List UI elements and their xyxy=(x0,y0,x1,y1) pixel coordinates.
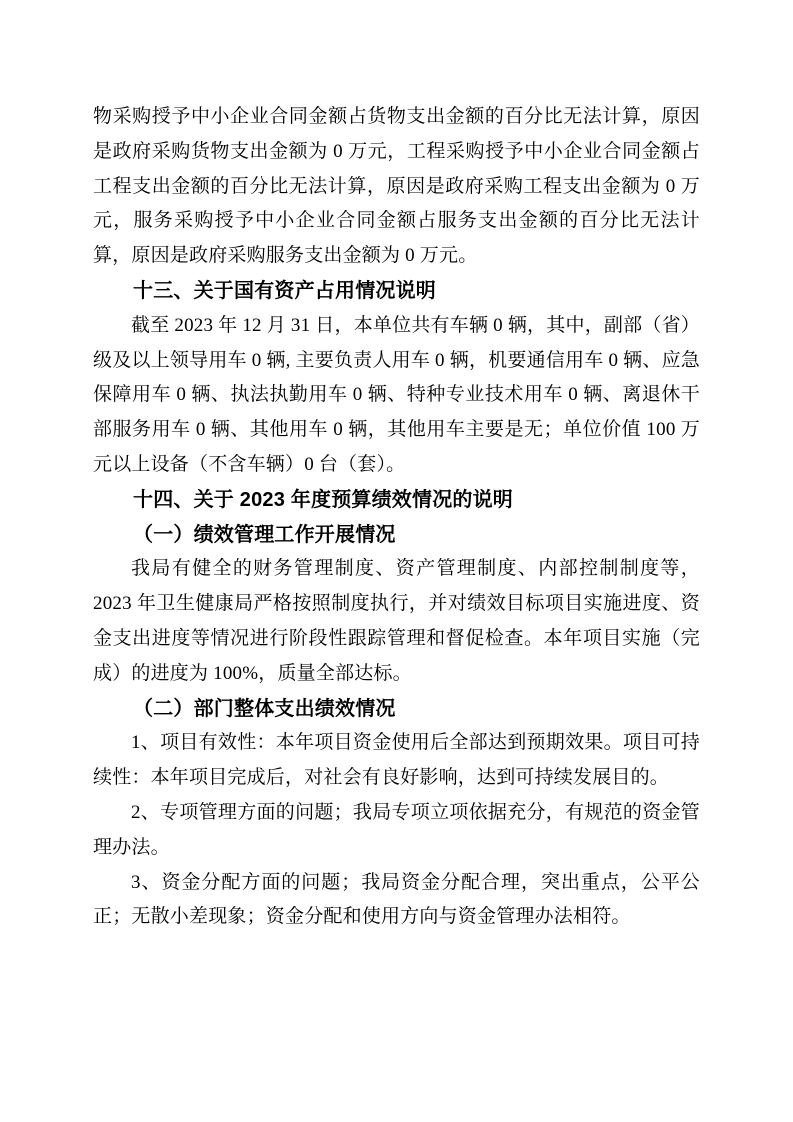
heading-section-13-state-assets: 十三、关于国有资产占用情况说明 xyxy=(133,279,436,302)
paragraph-item-2-special-fund-management: 2、专项管理方面的问题；我局专项立项依据充分，有规范的资金管理办法。 xyxy=(93,801,700,858)
paragraph-state-assets-detail: 截至 2023 年 12 月 31 日，本单位共有车辆 0 辆，其中，副部（省）级及以上领导用车 0 辆, 主要负责人用车 0 辆，机要通信用车 0 辆、应急保障用车 0 辆、执法执勤用车 0 辆、特种专业技术用车 0 辆、离退休干部服务用车 0 辆、其他用车 0 辆，其他用车主要是无；单位价值 100 万元以上设备（不含车辆）0 台（套）。 xyxy=(93,314,700,475)
subheading-14-2-overall-expenditure-performance: （二）部门整体支出绩效情况 xyxy=(133,697,396,720)
paragraph-item-1-project-effectiveness: 1、项目有效性：本年项目资金使用后全部达到预期效果。项目可持续性：本年项目完成后，对社会有良好影响，达到可持续发展目的。 xyxy=(93,732,700,789)
paragraph-procurement-continued: 物采购授予中小企业合同金额占货物支出金额的百分比无法计算，原因是政府采购货物支出金额为 0 万元，工程采购授予中小企业合同金额占工程支出金额的百分比无法计算，原因是政府采购工程支出金额为 0 万元，服务采购授予中小企业合同金额占服务支出金额的百分比无法计算，原因是政府采购服务支出金额为 0 万元。 xyxy=(93,106,700,267)
heading-section-14-budget-performance: 十四、关于 2023 年度预算绩效情况的说明 xyxy=(133,488,514,511)
paragraph-performance-management-detail: 我局有健全的财务管理制度、资产管理制度、内部控制制度等，2023 年卫生健康局严格按照制度执行，并对绩效目标项目实施进度、资金支出进度等情况进行阶段性跟踪管理和督促检查。本年项目实施（完成）的进度为 100%，质量全部达标。 xyxy=(93,558,700,684)
subheading-14-1-performance-management: （一）绩效管理工作开展情况 xyxy=(133,523,396,546)
paragraph-item-3-fund-allocation: 3、资金分配方面的问题；我局资金分配合理，突出重点，公平公正；无散小差现象；资金分配和使用方向与资金管理办法相符。 xyxy=(93,871,700,928)
document-content xyxy=(93,100,700,935)
